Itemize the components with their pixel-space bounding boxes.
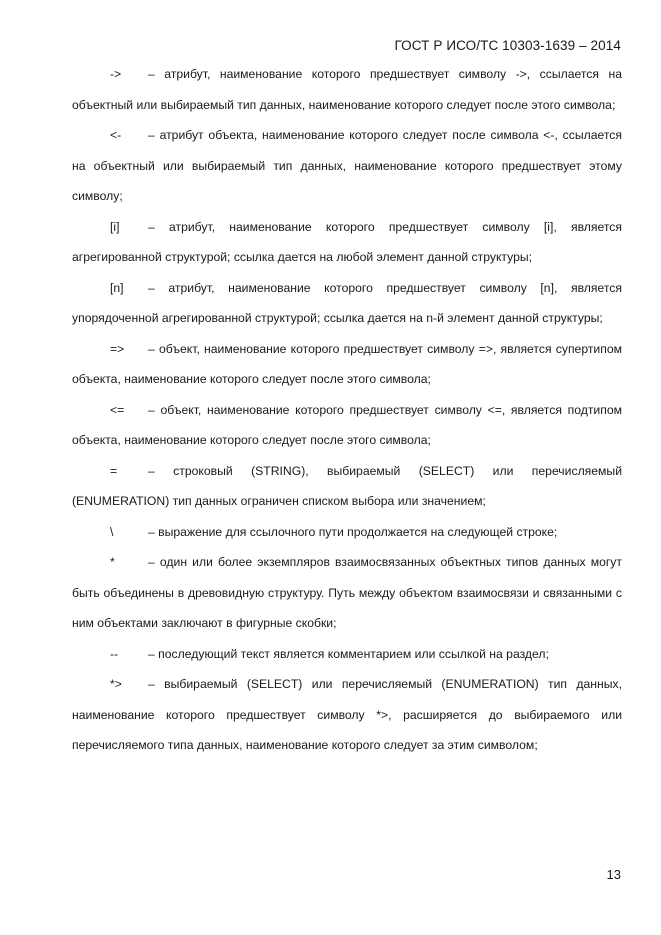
entry-description: – последующий текст является комментарием или ссылкой на раздел; [148,646,549,661]
entry-symbol: => [110,341,125,356]
entry-symbol: <- [110,128,122,142]
entry-description: – строковый (STRING), выбираемый (SELECT) или перечисляемый (ENUMERATION) тип данных ограничен списком выбора или значением; [72,463,622,508]
entry-symbol: -- [110,646,119,661]
entry-symbol: [n] [110,280,124,295]
definition-entry [72,547,622,639]
entry-symbol: = [110,463,118,478]
entry-description: – объект, наименование которого предшествует символу =>, является супертипом объекта, наименование которого следует после этого символа; [72,341,622,386]
definition-entry [72,517,622,548]
entry-description: – выбираемый (SELECT) или перечисляемый (ENUMERATION) тип данных, наименование которого предшествует символу *>, расширяется до выбираемого или перечисляемого типа данных, наименование которого следует за этим символом; [72,677,622,752]
definition-entry [72,669,622,761]
document-header: ГОСТ Р ИСО/ТС 10303-1639 – 2014 [394,38,621,53]
definition-entry [72,456,622,517]
entry-symbol: * [110,555,115,569]
entry-description: – один или более экземпляров взаимосвязанных объектных типов данных могут быть объединены в древовидную структуру. Путь между объектом взаимосвязи и связанными с ним объектами заключают в фигурные скобки; [72,555,622,630]
definition-entry [72,334,622,395]
entry-symbol: [i] [110,219,120,234]
entry-symbol: *> [110,677,122,691]
entry-symbol: \ [110,524,114,539]
symbol-definitions [72,59,622,761]
entry-description: – атрибут объекта, наименование которого следует после символа <-, ссылается на объектный или выбираемый тип данных, наименование которого предшествует этому символу; [72,128,622,203]
definition-entry [72,212,622,273]
entry-description: – атрибут, наименование которого предшествует символу [i], является агрегированной структурой; ссылка дается на любой элемент данной структуры; [72,219,622,264]
definition-entry [72,639,622,670]
page-number: 13 [606,867,621,882]
entry-description: – выражение для ссылочного пути продолжается на следующей строке; [148,524,558,539]
entry-description: – объект, наименование которого предшествует символу <=, является подтипом объекта, наименование которого следует после этого символа; [72,402,622,447]
entry-symbol: <= [110,402,125,417]
entry-description: – атрибут, наименование которого предшествует символу [n], является упорядоченной агрегированной структурой; ссылка дается на n-й элемент данной структуры; [72,280,622,325]
definition-entry [72,59,622,120]
definition-entry [72,395,622,456]
entry-description: – атрибут, наименование которого предшествует символу ->, ссылается на объектный или выбираемый тип данных, наименование которого следует после этого символа; [72,67,622,112]
definition-entry [72,273,622,334]
entry-symbol: -> [110,67,122,81]
definition-entry [72,120,622,212]
